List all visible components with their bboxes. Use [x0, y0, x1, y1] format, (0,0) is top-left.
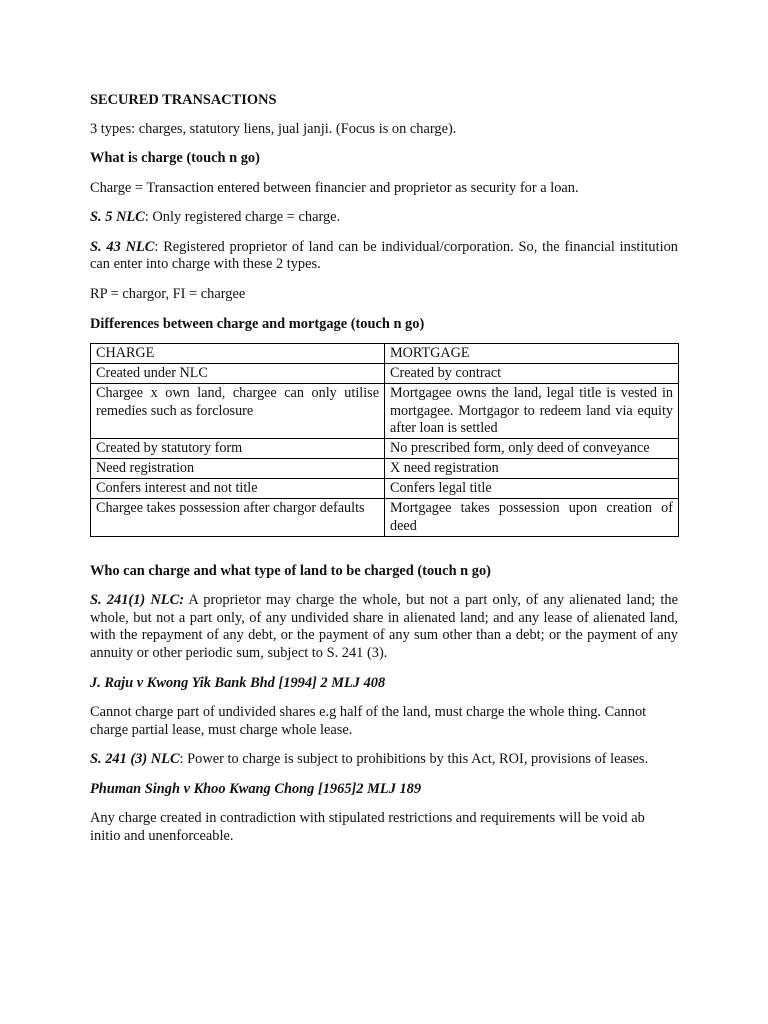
document-body: [90, 92, 678, 858]
s43-statute-ref: S. 43 NLC: [90, 238, 155, 255]
table-cell: Created by statutory form: [91, 438, 385, 458]
s241-1-text: A proprietor may charge the whole, but not a part only, of any alienated land; the whole, but not a part only, of any undivided share in alienated land; and any lease of alienated land, with the repayment of any debt, or the payment of any sum other than a debt; or the payment of any annuity or other periodic sum, subject to S. 241 (3).: [90, 592, 678, 662]
table-cell: X need registration: [385, 459, 679, 479]
heading-differences: Differences between charge and mortgage (touch n go): [90, 315, 425, 332]
table-cell: Need registration: [91, 459, 385, 479]
s241-1-paragraph: [90, 592, 678, 662]
table-cell: Chargee x own land, chargee can only utilise remedies such as forclosure: [91, 384, 385, 439]
case-raju-summary: Cannot charge part of undivided shares e.g half of the land, must charge the whole thing. Cannot charge partial lease, must charge whole lease.: [90, 704, 647, 738]
table-cell: No prescribed form, only deed of conveyance: [385, 438, 679, 458]
intro-paragraph: 3 types: charges, statutory liens, jual janji. (Focus is on charge).: [90, 120, 457, 137]
s5-statute-ref: S. 5 NLC: [90, 209, 145, 226]
table-cell: Chargee takes possession after chargor defaults: [91, 499, 385, 536]
roles-paragraph: RP = chargor, FI = chargee: [90, 285, 246, 302]
charge-definition: Charge = Transaction entered between financier and proprietor as security for a loan.: [90, 179, 579, 196]
table-cell: Confers interest and not title: [91, 479, 385, 499]
s241-3-paragraph: [90, 751, 678, 769]
heading-who-can-charge: Who can charge and what type of land to be charged (touch n go): [90, 562, 491, 579]
case-citation-raju: J. Raju v Kwong Yik Bank Bhd [1994] 2 MLJ 408: [90, 674, 386, 691]
s241-3-statute-ref: S. 241 (3) NLC: [90, 751, 180, 768]
comparison-table: [90, 343, 679, 537]
table-row: [91, 479, 679, 499]
heading-what-is-charge: What is charge (touch n go): [90, 150, 260, 167]
table-header-row: [91, 344, 679, 364]
table-row: [91, 384, 679, 439]
case-phuman-singh-summary: Any charge created in contradiction with stipulated restrictions and requirements will be void ab initio and unenforceable.: [90, 810, 645, 844]
table-header-cell: CHARGE: [91, 344, 385, 364]
s43-paragraph: [90, 239, 678, 274]
table-row: [91, 364, 679, 384]
s5-paragraph: [90, 209, 678, 227]
table-cell: Confers legal title: [385, 479, 679, 499]
table-cell: Created under NLC: [91, 364, 385, 384]
table-row: [91, 438, 679, 458]
document-title: SECURED TRANSACTIONS: [90, 92, 277, 108]
table-header-cell: MORTGAGE: [385, 344, 679, 364]
s5-text: : Only registered charge = charge.: [144, 209, 341, 226]
s241-1-statute-ref: S. 241(1) NLC:: [90, 592, 184, 609]
case-citation-phuman-singh: Phuman Singh v Khoo Kwang Chong [1965]2 MLJ 189: [90, 780, 422, 797]
table-cell: Mortgagee owns the land, legal title is vested in mortgagee. Mortgagor to redeem land via equity after loan is settled: [385, 384, 679, 439]
s43-text: : Registered proprietor of land can be individual/corporation. So, the financial institution can enter into charge with these 2 types.: [90, 238, 679, 273]
table-cell: Mortgagee takes possession upon creation of deed: [385, 499, 679, 536]
table-row: [91, 459, 679, 479]
table-cell: Created by contract: [385, 364, 679, 384]
s241-3-text: : Power to charge is subject to prohibitions by this Act, ROI, provisions of leases.: [179, 751, 649, 768]
table-row: [91, 499, 679, 536]
